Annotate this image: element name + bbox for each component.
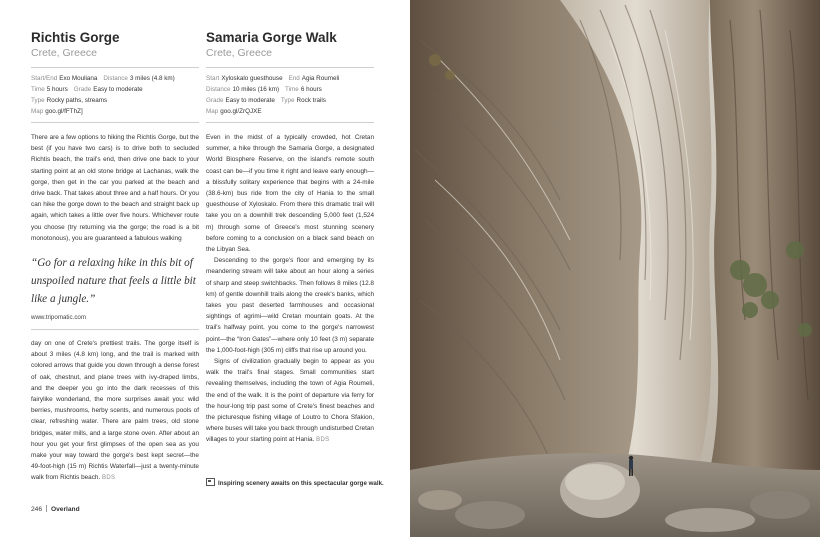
meta-key: Time — [31, 86, 45, 93]
meta-value: Easy to moderate — [93, 86, 143, 93]
page-footer — [31, 505, 80, 513]
paragraph-text: day on one of Crete's prettiest trails. The gorge itself is about 3 miles (4.8 km) long, and the trail is marked with colored arrows that guide you down through a dense forest of oak, chestnut, and plane trees with ivy-draped limbs, and the deeper you go into the dark recesses of this fairylike wonderland, the more surprises await you: wild berries, mushrooms, herby scents, and numerous pools of clear, refreshing water. There are palm trees, old stone bridges, water mills, and a large stone oven. After about an hour you get your first glimpses of the open sea as you make your way toward the gorge's best kept secret—the 49-foot-high (15 m) Richtis Waterfall—just a twenty-minute walk from Richtis beach. — [31, 340, 199, 482]
meta-key: Start — [206, 75, 220, 82]
body-paragraph: There are a few options to hiking the Richtis Gorge, but the best (if you have two cars) is to drive both to secluded Richtis beach, the trail's end, then drive one back to your starting point at an old stone bridge at Lachanas, walk the gorge, then get in the car you parked at the beach and drive back. That takes about three and a half hours. Or you can hike the gorge down to the beach and straight back up again, which takes a little over five hours. Whichever route you choose (try returning via the gorge; the road is a bit monotonous), you are guaranteed a fabulous walking — [31, 134, 199, 242]
meta-value: 3 miles (4.8 km) — [129, 75, 175, 82]
meta-key: Map — [206, 108, 219, 115]
meta-key: Distance — [103, 75, 128, 82]
photo-credit: BDS — [102, 475, 116, 482]
meta-key: Start/End — [31, 75, 58, 82]
samaria-gorge-entry — [206, 30, 374, 447]
entry-location: Crete, Greece — [31, 47, 97, 59]
page-number: 246 — [31, 506, 43, 513]
quote-text: “Go for a relaxing hike in this bit of unspoiled nature that feels a little bit like a jungle.” — [31, 257, 196, 306]
meta-key: Time — [285, 86, 299, 93]
meta-key: Type — [31, 97, 45, 104]
quote-source: www.tripomatic.com — [31, 314, 199, 330]
meta-value: Agia Roumeli — [301, 75, 340, 82]
meta-row — [206, 73, 374, 84]
meta-value: Exo Mouliana — [59, 75, 98, 82]
meta-value: 5 hours — [46, 86, 68, 93]
meta-row — [206, 84, 374, 95]
body-paragraph: Descending to the gorge's floor and emerging by its meandering stream will take about an hour along a series of sharp and steep switchbacks. Then follows 8 miles (12.8 km) of gentle downhill trails along the creek's banks, which takes you past deserted farmhouses and occasional sightings of agrimi—wild Cretan mountain goats. At the trail's halfway point, you come to the gorge's narrowest point—the “Iron Gates”—where only 10 feet (3 m) separate the 1,000-foot-high (305 m) cliffs that rise up around you. — [206, 257, 374, 354]
meta-row — [31, 73, 199, 84]
entry-title: Richtis Gorge — [31, 30, 120, 45]
meta-value: goo.gl/ZrQJXE — [220, 108, 262, 115]
caption-text: Inspiring scenery awaits on this spectacular gorge walk. — [218, 480, 384, 487]
meta-row — [206, 95, 374, 106]
entry-meta — [206, 67, 374, 123]
meta-row — [31, 84, 199, 95]
photo-icon — [206, 478, 215, 486]
meta-value: Rock trails — [296, 97, 326, 104]
meta-key: Map — [31, 108, 44, 115]
meta-row — [31, 106, 199, 117]
entry-title: Samaria Gorge Walk — [206, 30, 337, 45]
gorge-photo-illustration — [410, 0, 820, 537]
body-paragraph: Even in the midst of a typically crowded, hot Cretan summer, a hike through the Samaria Gorge, a designated World Biosphere Reserve, on the island's remote south coast can be—if you time it right and leave early enough—a blissfully solitary experience that begins with a 24-mile (38.6-km) bus ride from the city of Hania to the small guesthouse of Xyloskalo. From there this dramatic trail will take you on a downhill trek descending 5,000 feet (1,524 m) through some of Greece's most stunning scenery before coming to a conclusion on a black sand beach on the Libyan Sea. — [206, 134, 374, 254]
pull-quote — [31, 254, 199, 330]
footer-divider — [46, 505, 47, 512]
meta-value: Rocky paths, streams — [46, 97, 108, 104]
meta-row — [206, 106, 374, 117]
meta-row — [31, 95, 199, 106]
meta-value: 10 miles (16 km) — [232, 86, 280, 93]
meta-value: Easy to moderate — [225, 97, 275, 104]
section-name: Overland — [51, 506, 80, 513]
meta-key: Grade — [206, 97, 224, 104]
gorge-photo — [410, 0, 820, 537]
meta-value: 6 hours — [300, 86, 322, 93]
meta-value: Xyloskalo guesthouse — [221, 75, 283, 82]
paragraph-text: Signs of civilization gradually begin to appear as you walk the trail's final stages. Small communities start revealing themselves, including the town of Agia Roumeli, the end of the walk. It is the point of departure via ferry for the hour-long trip past some of Crete's finest beaches and the picturesque fishing village of Loutro to Chora Sfakion, where buses will take you back through undisturbed Cretan villages to your starting point at Hania. — [206, 358, 374, 444]
body-paragraph — [31, 338, 199, 485]
meta-key: Grade — [73, 86, 92, 93]
richtis-gorge-entry — [31, 30, 199, 485]
entry-meta — [31, 67, 199, 123]
meta-value: goo.gl/fFThZ] — [45, 108, 83, 115]
photo-caption — [206, 478, 396, 488]
meta-key: End — [288, 75, 300, 82]
body-paragraph — [206, 356, 374, 447]
entry-location: Crete, Greece — [206, 47, 272, 59]
photo-credit: BDS — [316, 437, 330, 444]
meta-key: Distance — [206, 86, 231, 93]
meta-key: Type — [280, 97, 295, 104]
